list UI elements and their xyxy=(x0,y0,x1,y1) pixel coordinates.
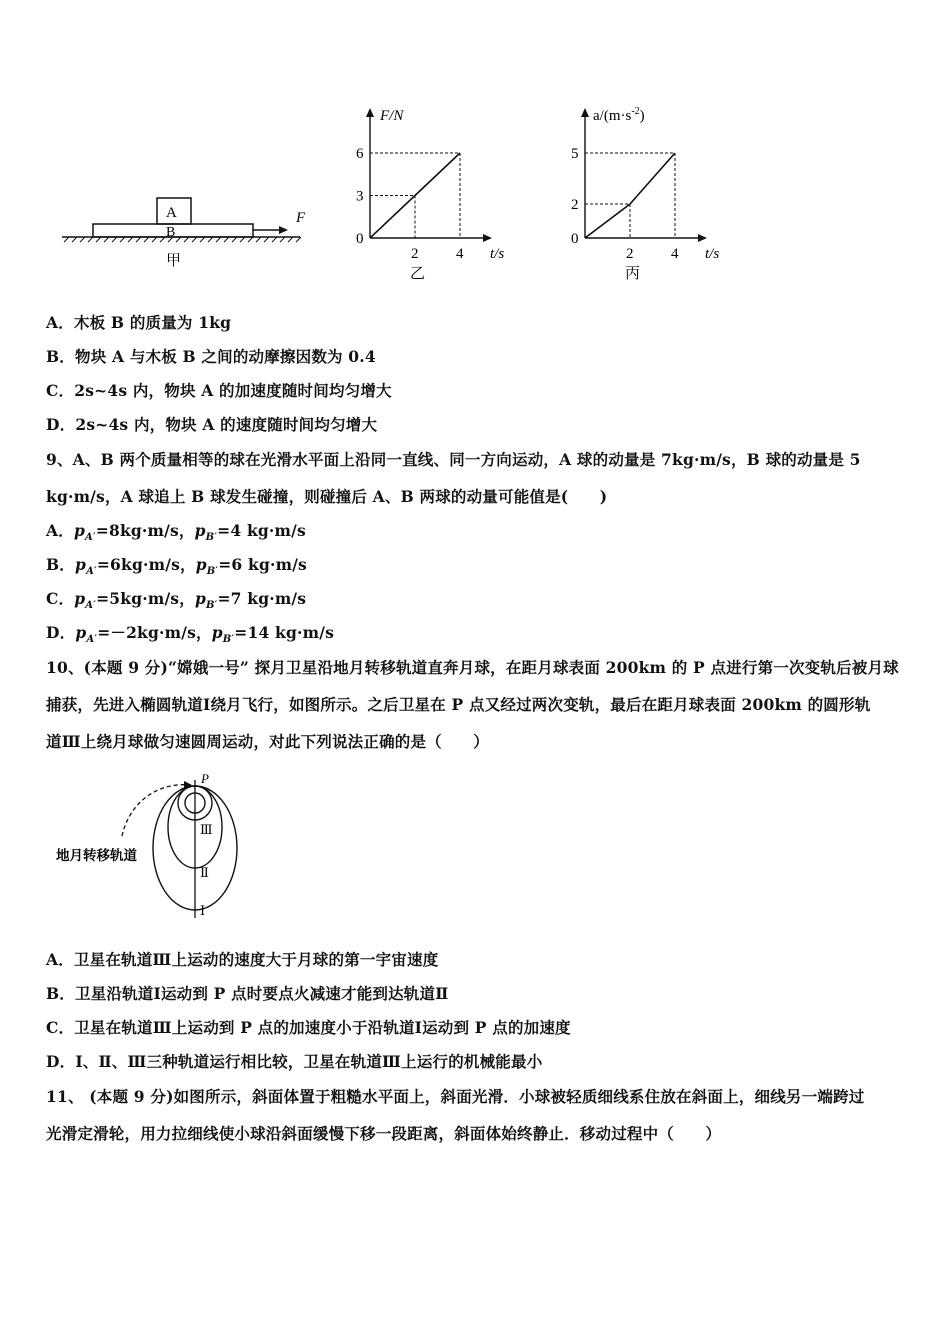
subscript-a: A′ xyxy=(86,566,97,578)
force-arrowhead xyxy=(279,226,288,234)
q9-stem-line1: 9、A、B 两个质量相等的球在光滑水平面上沿同一直线、同一方向运动，A 球的动量是 7kg·m/s，B 球的动量是 5 xyxy=(46,450,861,469)
x-axis-arrowhead xyxy=(698,234,707,242)
q8-option-d: D．2s~4s 内，物块 A 的速度随时间均匀增大 xyxy=(46,415,378,434)
chart-caption: 丙 xyxy=(625,266,641,282)
chart-caption: 乙 xyxy=(410,266,426,282)
origin-label: 0 xyxy=(571,231,579,247)
q10-option-d: D．Ⅰ、Ⅱ、Ⅲ三种轨道运行相比较，卫星在轨道Ⅲ上运行的机械能最小 xyxy=(46,1052,543,1071)
subscript-a: A′ xyxy=(86,634,98,646)
subscript-b: B′ xyxy=(205,532,218,544)
x-axis-label: t/s xyxy=(705,246,720,262)
momentum-b-value: =14 kg·m/s xyxy=(234,623,334,642)
y-axis-label: $a/(m\cdot s^{-2})$ xyxy=(593,106,645,124)
subscript-a: A′ xyxy=(85,600,97,612)
x-tick-label: 4 xyxy=(456,246,464,262)
figure-jia xyxy=(60,190,320,280)
q8-option-b: B．物块 A 与木板 B 之间的动摩擦因数为 0.4 xyxy=(46,347,376,366)
momentum-symbol: p xyxy=(195,555,207,574)
momentum-symbol: p xyxy=(74,589,86,608)
momentum-b-value: =7 kg·m/s xyxy=(217,589,307,608)
x-axis-arrowhead xyxy=(483,234,492,242)
q11-stem-line1: 11、 (本题 9 分)如图所示，斜面体置于粗糙水平面上，斜面光滑．小球被轻质细线系住放在斜面上，细线另一端跨过 xyxy=(46,1087,865,1106)
y-tick-label: 2 xyxy=(571,197,579,213)
q10-option-a: A．卫星在轨道Ⅲ上运动的速度大于月球的第一宇宙速度 xyxy=(46,950,439,969)
q10-stem-line3: 道Ⅲ上绕月球做匀速圆周运动，对此下列说法正确的是（ ） xyxy=(46,732,489,751)
x-tick-label: 4 xyxy=(671,246,679,262)
momentum-a-value: =6kg·m/s， xyxy=(96,555,196,574)
momentum-b-value: =4 kg·m/s xyxy=(217,521,306,540)
momentum-symbol: p xyxy=(75,623,87,642)
point-p-label: P xyxy=(201,771,209,786)
y-tick-label: 6 xyxy=(356,146,364,162)
momentum-symbol: p xyxy=(211,623,223,642)
chart-bing xyxy=(555,100,745,285)
momentum-b-value: =6 kg·m/s xyxy=(218,555,307,574)
q10-stem-line2: 捕获，先进入椭圆轨道Ⅰ绕月飞行，如图所示。之后卫星在 P 点又经过两次变轨，最后在距月球表面 200km 的圆形轨 xyxy=(46,695,871,714)
block-a-label: A xyxy=(166,205,177,221)
momentum-symbol: p xyxy=(194,589,206,608)
orbit-2-label: Ⅱ xyxy=(200,865,209,880)
q10-option-c: C．卫星在轨道Ⅲ上运动到 P 点的加速度小于沿轨道Ⅰ运动到 P 点的加速度 xyxy=(46,1018,571,1037)
momentum-a-value: =－2kg·m/s， xyxy=(97,623,212,642)
momentum-a-value: =8kg·m/s， xyxy=(95,521,195,540)
q10-option-b: B．卫星沿轨道Ⅰ运动到 P 点时要点火减速才能到达轨道Ⅱ xyxy=(46,984,449,1003)
board-b-label: B xyxy=(166,225,176,240)
orbit-3-label: Ⅲ xyxy=(200,822,213,837)
x-axis-label: t/s xyxy=(490,246,505,262)
option-label: B． xyxy=(46,555,76,574)
subscript-b: B′ xyxy=(205,600,218,612)
momentum-symbol: p xyxy=(73,521,85,540)
q9-stem-line2: kg·m/s，A 球追上 B 球发生碰撞，则碰撞后 A、B 两球的动量可能值是( ) xyxy=(46,487,608,506)
momentum-symbol: p xyxy=(75,555,87,574)
y-axis-label: F/N xyxy=(380,108,404,124)
option-label: D． xyxy=(46,623,76,642)
orbit-1-label: Ⅰ xyxy=(200,903,206,918)
x-tick-label: 2 xyxy=(411,246,419,262)
y-axis-arrowhead xyxy=(366,108,374,117)
option-label: C． xyxy=(46,589,75,608)
subscript-a: A′ xyxy=(84,532,96,544)
orbit-figure xyxy=(50,770,260,925)
q9-option-d xyxy=(46,621,334,645)
y-tick-label: 5 xyxy=(571,146,579,162)
x-tick-label: 2 xyxy=(626,246,634,262)
q9-option-b xyxy=(46,553,307,577)
option-label: A． xyxy=(46,521,74,540)
momentum-a-value: =5kg·m/s， xyxy=(96,589,195,608)
q9-option-a xyxy=(46,519,306,543)
subscript-b: B′ xyxy=(222,634,235,646)
q8-option-c: C．2s~4s 内，物块 A 的加速度随时间均匀增大 xyxy=(46,381,392,400)
q10-stem-line1: 10、(本题 9 分)“嫦娥一号” 探月卫星沿地月转移轨道直奔月球，在距月球表面 200km 的 P 点进行第一次变轨后被月球 xyxy=(46,658,899,677)
data-line xyxy=(370,153,460,238)
y-axis-arrowhead xyxy=(581,108,589,117)
transfer-label: 地月转移轨道 xyxy=(56,848,137,863)
momentum-symbol: p xyxy=(194,521,206,540)
force-label: F xyxy=(296,210,306,226)
q11-stem-line2: 光滑定滑轮，用力拉细线使小球沿斜面缓慢下移一段距离，斜面体始终静止．移动过程中（ ） xyxy=(46,1124,722,1143)
caption-jia: 甲 xyxy=(166,253,182,269)
y-tick-label: 3 xyxy=(356,188,364,205)
subscript-b: B′ xyxy=(206,566,219,578)
q8-option-a: A．木板 B 的质量为 1kg xyxy=(46,313,232,332)
chart-yi xyxy=(340,100,530,285)
q9-option-c xyxy=(46,587,306,611)
origin-label: 0 xyxy=(356,231,364,247)
